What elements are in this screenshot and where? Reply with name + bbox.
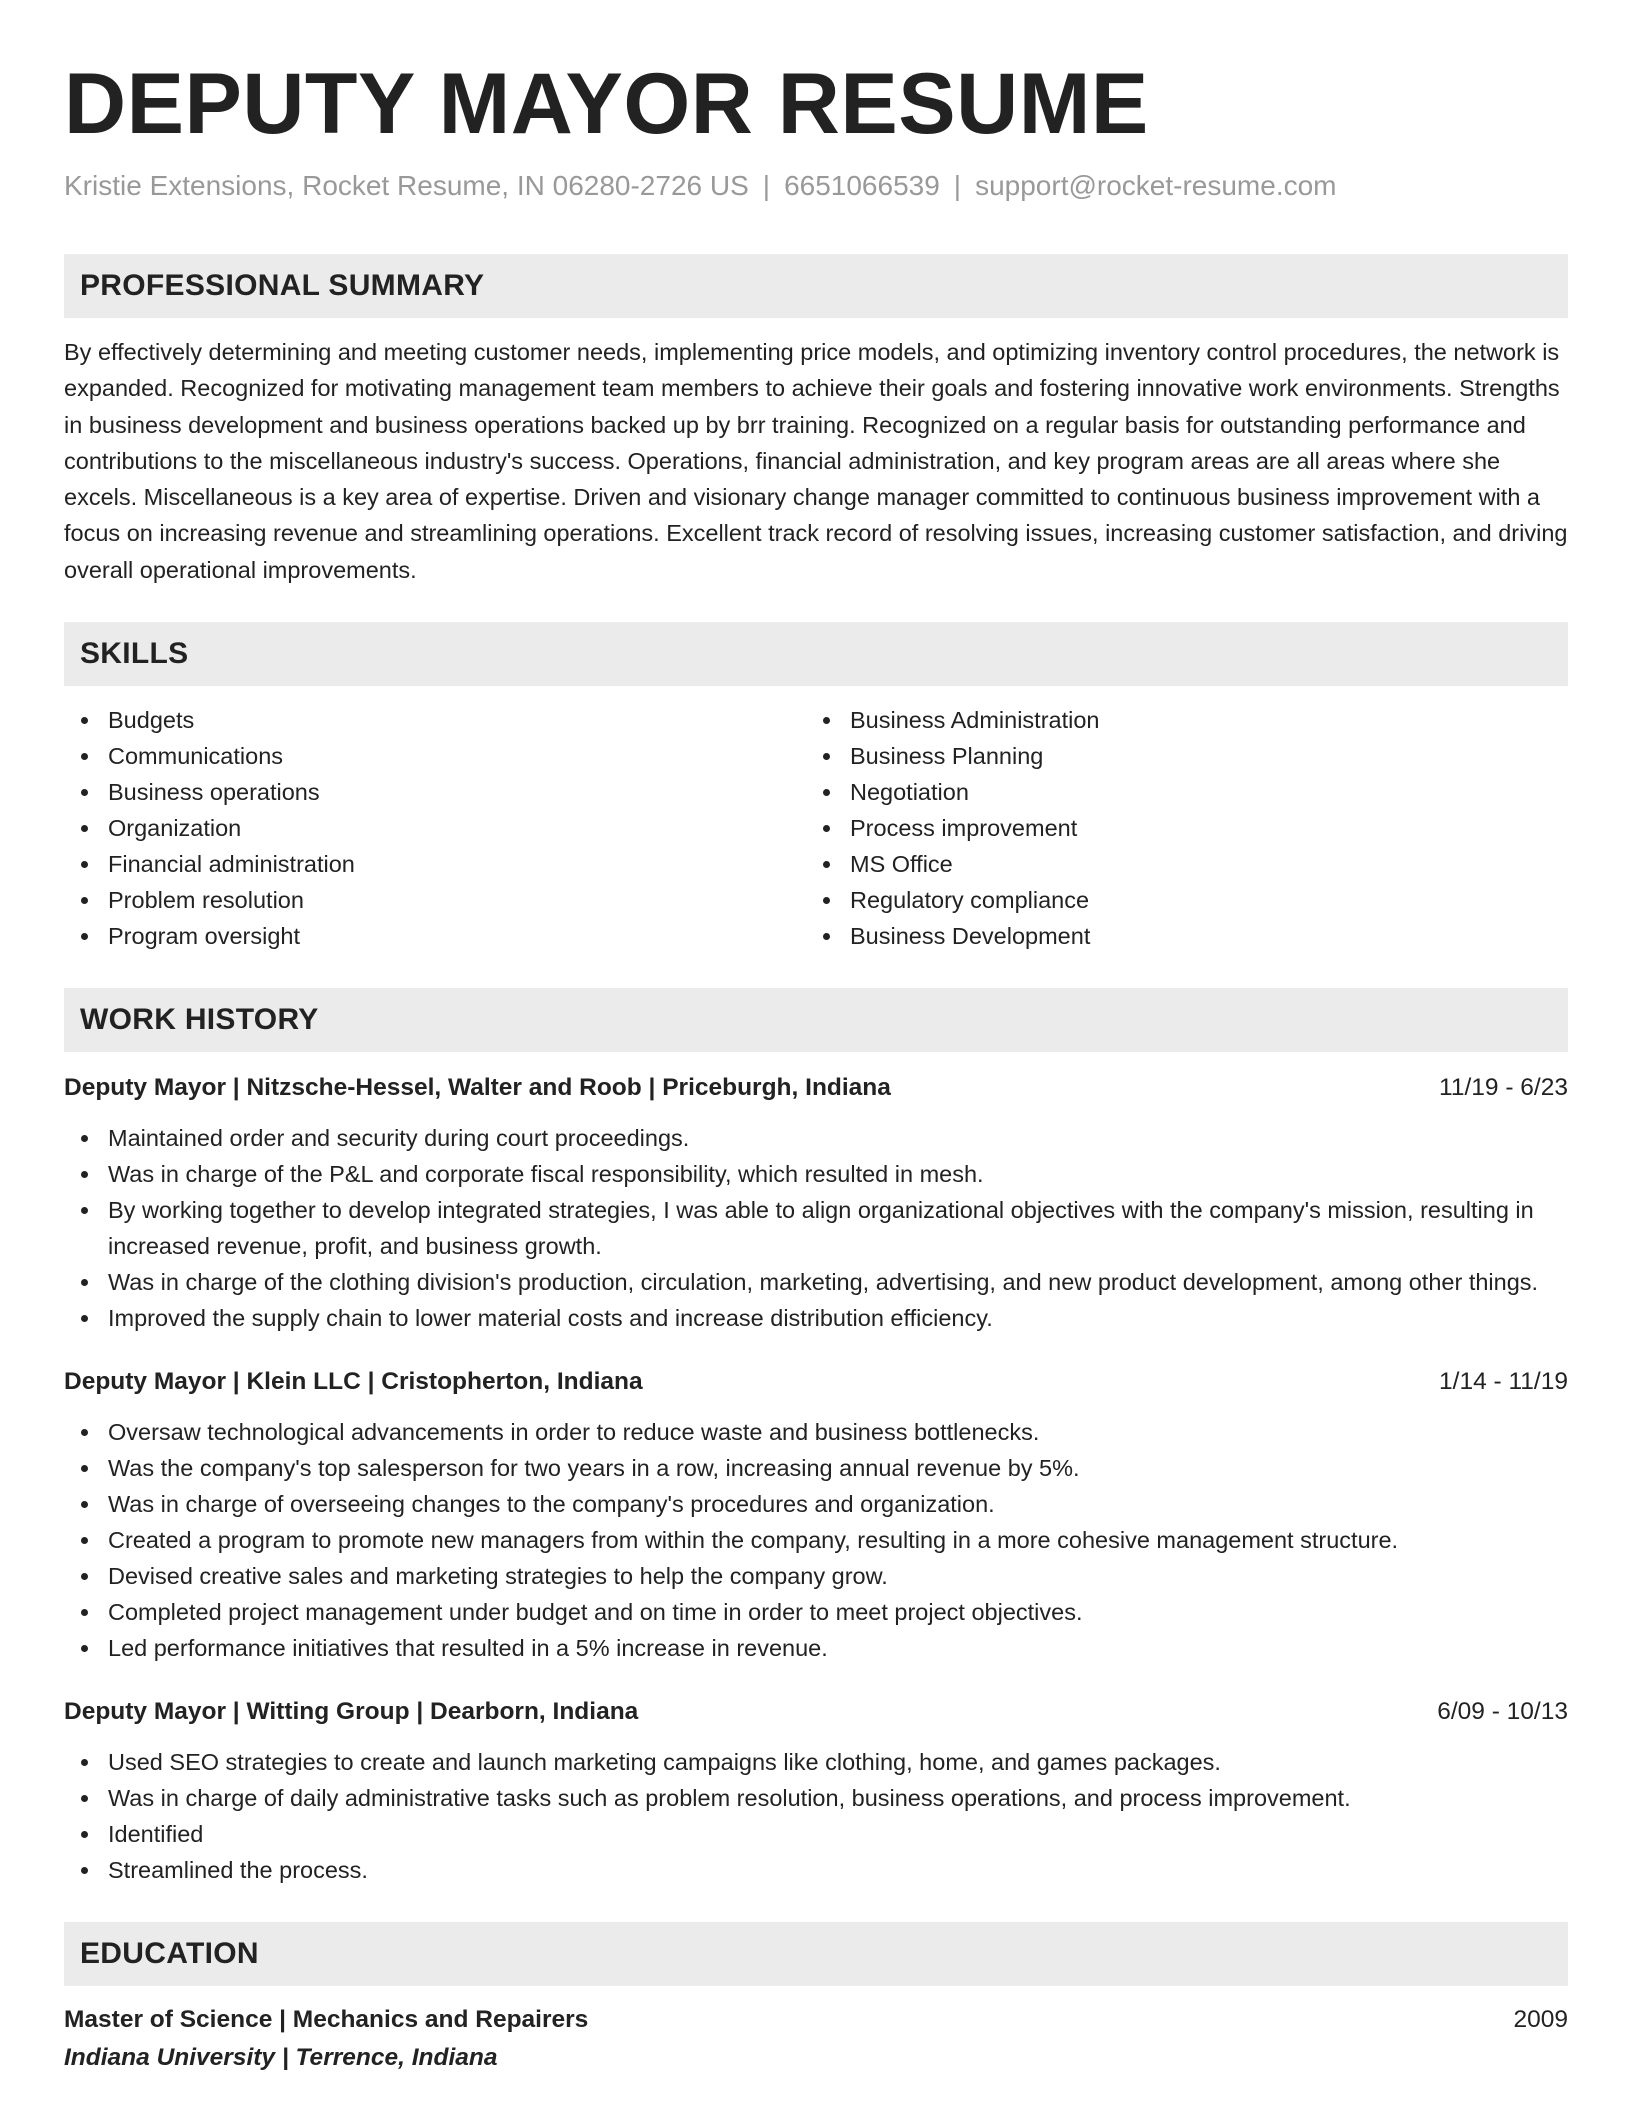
section-header-work-history: WORK HISTORY: [64, 988, 1568, 1052]
skills-column-left: [64, 702, 806, 954]
education-year: 2009: [1513, 2006, 1568, 2034]
skill-item: Negotiation: [806, 774, 1548, 810]
job-bullet: Identified: [64, 1816, 1568, 1852]
skill-item: Regulatory compliance: [806, 882, 1548, 918]
job-bullet: Improved the supply chain to lower material costs and increase distribution efficiency.: [64, 1300, 1568, 1336]
job-bullet: Used SEO strategies to create and launch marketing campaigns like clothing, home, and games packages.: [64, 1744, 1568, 1780]
skills-column-right: [806, 702, 1548, 954]
contact-address: Kristie Extensions, Rocket Resume, IN 06280-2726 US: [64, 170, 749, 201]
skill-item: Financial administration: [64, 846, 806, 882]
section-header-education: EDUCATION: [64, 1922, 1568, 1986]
contact-phone: 6651066539: [784, 170, 940, 201]
job-bullet: Oversaw technological advancements in order to reduce waste and business bottlenecks.: [64, 1414, 1568, 1450]
job-entry: [64, 1694, 1568, 1888]
education-school: Indiana University | Terrence, Indiana: [64, 2044, 498, 2072]
section-header-skills: SKILLS: [64, 622, 1568, 686]
skill-item: Process improvement: [806, 810, 1548, 846]
job-bullet: Was in charge of daily administrative tasks such as problem resolution, business operations, and process improvement.: [64, 1780, 1568, 1816]
skill-item: Business Development: [806, 918, 1548, 954]
job-bullet: Devised creative sales and marketing strategies to help the company grow.: [64, 1558, 1568, 1594]
education-entry: [64, 2002, 1568, 2076]
skill-item: MS Office: [806, 846, 1548, 882]
skill-item: Business Administration: [806, 702, 1548, 738]
contact-email: support@rocket-resume.com: [975, 170, 1337, 201]
job-dates: 11/19 - 6/23: [1439, 1074, 1568, 1102]
job-dates: 6/09 - 10/13: [1437, 1698, 1568, 1726]
contact-separator: |: [762, 170, 771, 201]
contact-separator: |: [953, 170, 962, 201]
resume-page: [64, 52, 1568, 2076]
job-bullet: By working together to develop integrated strategies, I was able to align organizational objectives with the company's mission, resulting in increased revenue, profit, and business growth.: [64, 1192, 1568, 1264]
skill-item: Business operations: [64, 774, 806, 810]
job-dates: 1/14 - 11/19: [1439, 1368, 1568, 1396]
job-bullets: [64, 1744, 1568, 1888]
job-bullet: Maintained order and security during court proceedings.: [64, 1120, 1568, 1156]
job-bullet: Streamlined the process.: [64, 1852, 1568, 1888]
skill-item: Organization: [64, 810, 806, 846]
section-header-summary: PROFESSIONAL SUMMARY: [64, 254, 1568, 318]
education-degree: Master of Science | Mechanics and Repairers: [64, 2006, 589, 2034]
job-bullet: Created a program to promote new managers from within the company, resulting in a more cohesive management structure.: [64, 1522, 1568, 1558]
contact-line: [64, 168, 1568, 204]
job-title: Deputy Mayor | Nitzsche-Hessel, Walter and Roob | Priceburgh, Indiana: [64, 1074, 891, 1102]
job-bullet: Was the company's top salesperson for two years in a row, increasing annual revenue by 5%.: [64, 1450, 1568, 1486]
job-bullet: Was in charge of the P&L and corporate fiscal responsibility, which resulted in mesh.: [64, 1156, 1568, 1192]
skill-item: Business Planning: [806, 738, 1548, 774]
job-entry: [64, 1364, 1568, 1666]
job-bullet: Was in charge of overseeing changes to the company's procedures and organization.: [64, 1486, 1568, 1522]
skill-item: Program oversight: [64, 918, 806, 954]
job-bullet: Led performance initiatives that resulted in a 5% increase in revenue.: [64, 1630, 1568, 1666]
resume-title: DEPUTY MAYOR RESUME: [64, 56, 1149, 152]
skill-item: Problem resolution: [64, 882, 806, 918]
job-bullets: [64, 1414, 1568, 1666]
skill-item: Budgets: [64, 702, 806, 738]
job-entry: [64, 1070, 1568, 1336]
skill-item: Communications: [64, 738, 806, 774]
summary-text: By effectively determining and meeting customer needs, implementing price models, and optimizing inventory control procedures, the network is expanded. Recognized for motivating management team members to achieve their goals and fostering innovative work environments. Strengths in business development and business operations backed up by brr training. Recognized on a regular basis for outstanding performance and contributions to the miscellaneous industry's success. Operations, financial administration, and key program areas are all areas where she excels. Miscellaneous is a key area of expertise. Driven and visionary change manager committed to continuous business improvement with a focus on increasing revenue and streamlining operations. Excellent track record of resolving issues, increasing customer satisfaction, and driving overall operational improvements.: [64, 339, 1568, 583]
job-title: Deputy Mayor | Klein LLC | Cristopherton, Indiana: [64, 1368, 643, 1396]
job-bullet: Completed project management under budget and on time in order to meet project objectives.: [64, 1594, 1568, 1630]
job-bullets: [64, 1120, 1568, 1336]
job-bullet: Was in charge of the clothing division's production, circulation, marketing, advertising, and new product development, among other things.: [64, 1264, 1568, 1300]
job-title: Deputy Mayor | Witting Group | Dearborn, Indiana: [64, 1698, 639, 1726]
skills-list: [64, 702, 1568, 954]
work-history-list: [64, 1070, 1568, 1888]
